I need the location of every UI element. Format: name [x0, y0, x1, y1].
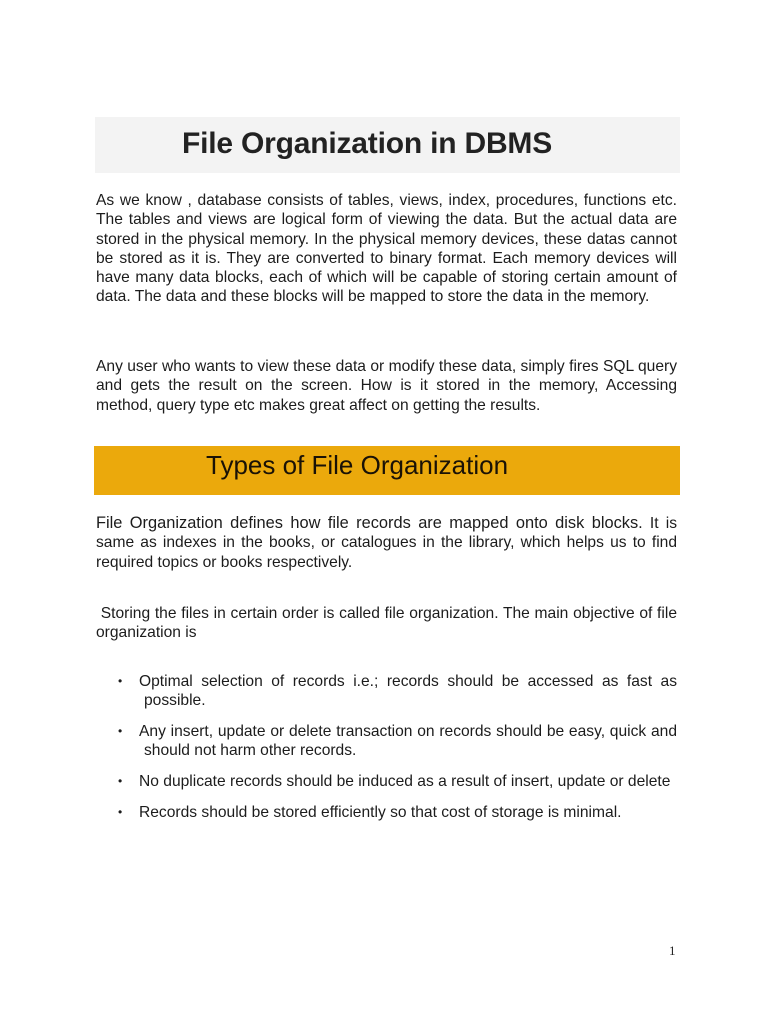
- intro-paragraph-2: Any user who wants to view these data or modify these data, simply fires SQL query and gets the result on the screen. How is it stored in the memory, Accessing method, query type etc makes great affect on getting the results.: [96, 358, 677, 414]
- page-title: File Organization in DBMS: [182, 127, 553, 160]
- definition-lead: File Organization defines how file records are mapped onto disk blocks.: [96, 514, 643, 532]
- objective-text: Optimal selection of records i.e.; records should be accessed as fast as possible.: [139, 673, 677, 710]
- section-heading: Types of File Organization: [206, 450, 509, 480]
- definition-rest: It is same as indexes in the books, or catalogues in the library, which helps us to find required topics or books respectively.: [96, 515, 677, 571]
- title-banner: [95, 117, 680, 173]
- bullet-icon: •: [118, 674, 123, 688]
- objective-text: Any insert, update or delete transaction on records should be easy, quick and should not harm other records.: [139, 723, 677, 760]
- bullet-icon: •: [118, 774, 123, 789]
- bullet-icon: •: [118, 805, 123, 820]
- list-item: [118, 722, 677, 761]
- definition-paragraph: [96, 514, 677, 572]
- objective-text: No duplicate records should be induced as a result of insert, update or delete: [139, 773, 671, 791]
- list-item: [118, 672, 677, 711]
- objective-text: Records should be stored efficiently so that cost of storage is minimal.: [139, 804, 622, 822]
- objective-intro-paragraph: Storing the files in certain order is called file organization. The main objective of file organization is: [96, 605, 682, 642]
- intro-paragraph-1: As we know , database consists of tables, views, index, procedures, functions etc. The tables and views are logical form of viewing the data. But the actual data are stored in the physical memory. In the physical memory devices, these datas cannot be stored as it is. They are converted to binary format. Each memory devices will have many data blocks, each of which will be capable of storing certain amount of data. The data and these blocks will be mapped to store the data in the memory.: [96, 192, 677, 306]
- bullet-icon: •: [118, 724, 123, 739]
- list-item: [118, 803, 677, 822]
- list-item: [118, 772, 677, 791]
- objectives-list: [118, 672, 677, 834]
- section-heading-banner: [94, 446, 680, 495]
- page-number: 1: [669, 943, 676, 958]
